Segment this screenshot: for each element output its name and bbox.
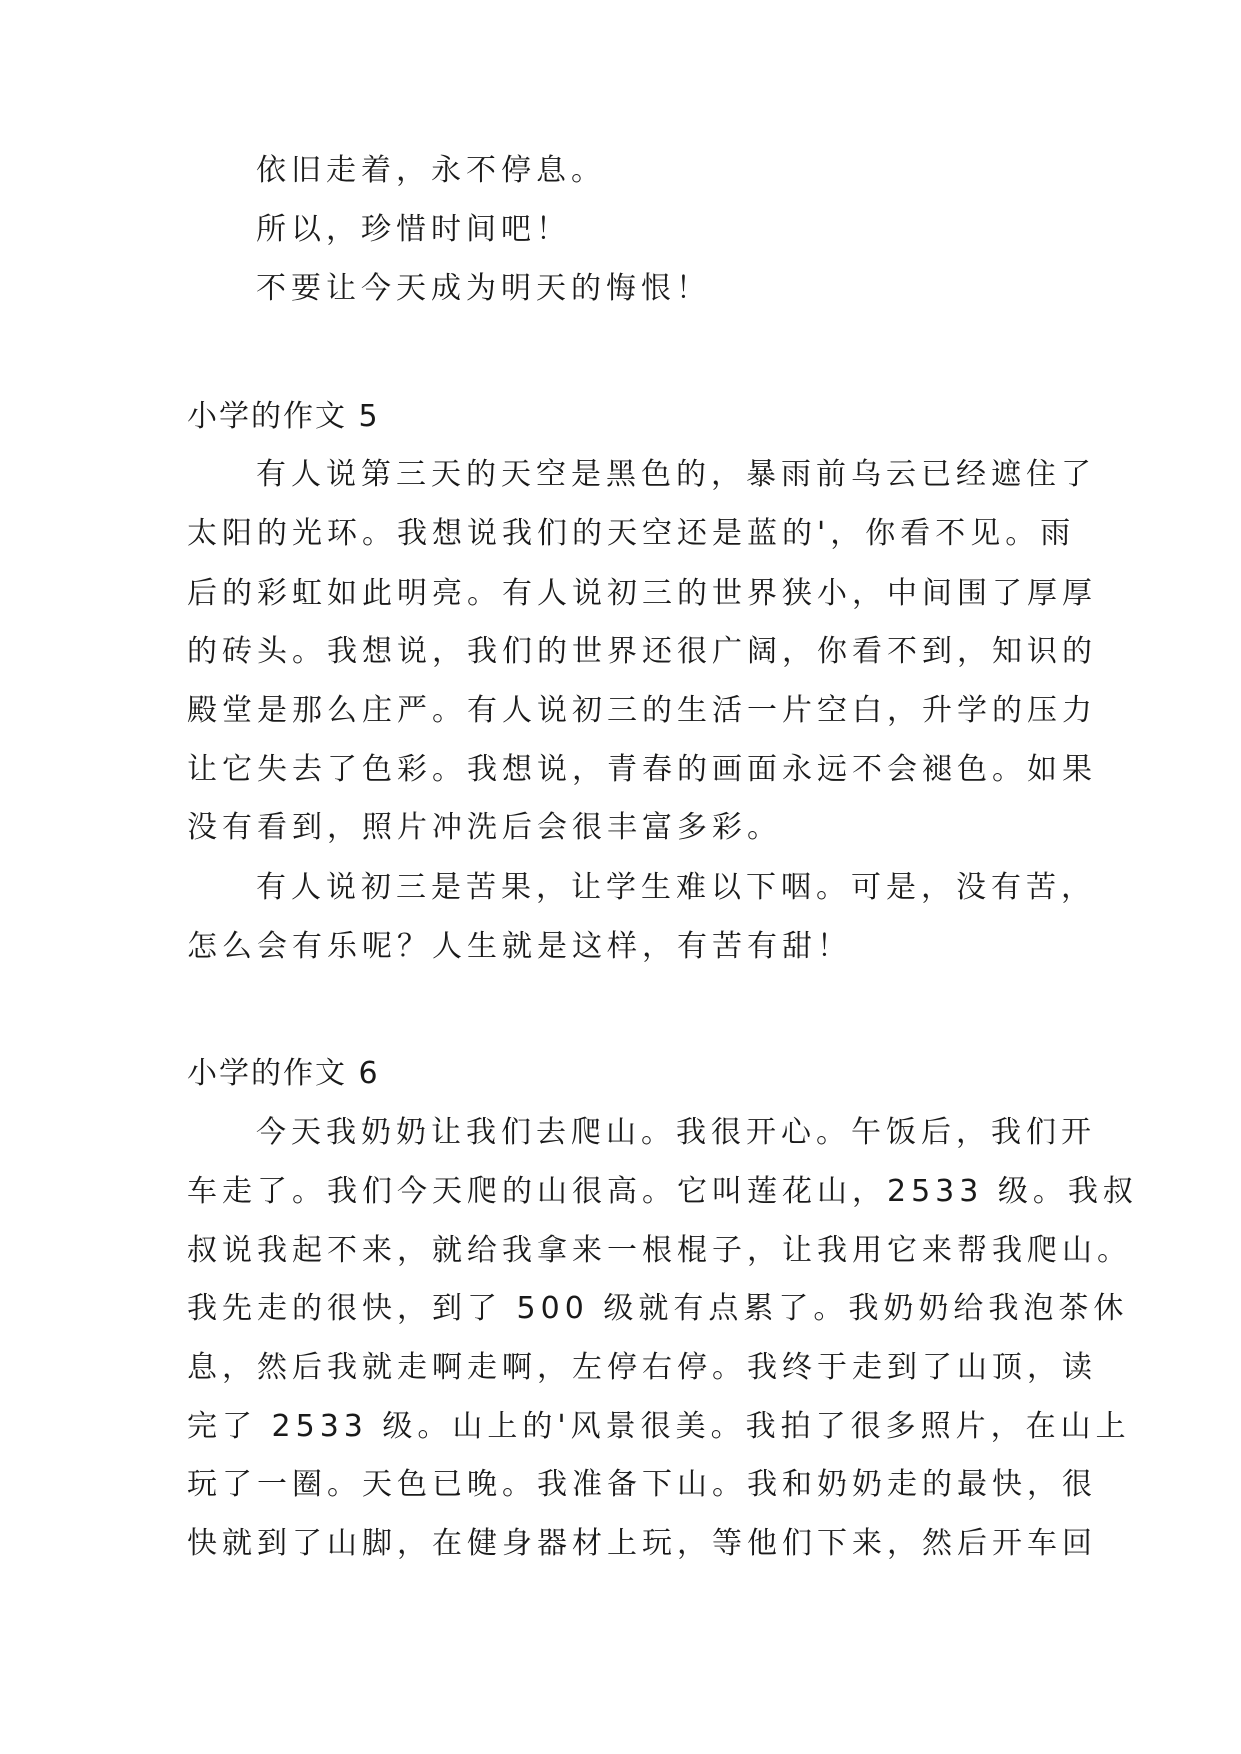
essay5-p2-line-2: 怎么会有乐呢？人生就是这样，有苦有甜！: [187, 929, 852, 964]
essay5-p1-line-4: 的砖头。我想说，我们的世界还很广阔，你看不到，知识的: [187, 634, 1097, 669]
top-line-3: 不要让今天成为明天的悔恨！: [256, 271, 711, 306]
essay6-p1-line-5: 息，然后我就走啊走啊，左停右停。我终于走到了山顶，读: [187, 1350, 1097, 1385]
essay5-p2-line-1: 有人说初三是苦果，让学生难以下咽。可是，没有苦，: [256, 870, 1096, 905]
essay5-p1-line-5: 殿堂是那么庄严。有人说初三的生活一片空白，升学的压力: [187, 693, 1097, 728]
essay6-p1-line-7: 玩了一圈。天色已晚。我准备下山。我和奶奶走的最快，很: [187, 1467, 1097, 1502]
essay5-title: 小学的作文 5: [187, 399, 380, 434]
essay6-p1-line-1: 今天我奶奶让我们去爬山。我很开心。午饭后，我们开: [256, 1115, 1096, 1150]
essay6-p1-line-8: 快就到了山脚，在健身器材上玩，等他们下来，然后开车回: [187, 1526, 1097, 1561]
essay5-p1-line-6: 让它失去了色彩。我想说，青春的画面永远不会褪色。如果: [187, 752, 1097, 787]
top-line-2: 所以，珍惜时间吧！: [256, 212, 571, 247]
essay6-p1-line-6: 完了 2533 级。山上的'风景很美。我拍了很多照片，在山上: [187, 1409, 1131, 1444]
essay5-p1-line-7: 没有看到，照片冲洗后会很丰富多彩。: [187, 810, 782, 845]
essay6-p1-line-4: 我先走的很快，到了 500 级就有点累了。我奶奶给我泡茶休: [187, 1291, 1129, 1326]
top-line-1: 依旧走着，永不停息。: [256, 153, 606, 188]
essay5-p1-line-1: 有人说第三天的天空是黑色的，暴雨前乌云已经遮住了: [256, 457, 1096, 492]
essay6-title: 小学的作文 6: [187, 1056, 380, 1091]
essay6-p1-line-2: 车走了。我们今天爬的山很高。它叫莲花山，2533 级。我叔: [187, 1174, 1138, 1209]
essay5-p1-line-3: 后的彩虹如此明亮。有人说初三的世界狭小，中间围了厚厚: [187, 576, 1097, 611]
essay5-p1-line-2: 太阳的光环。我想说我们的天空还是蓝的'，你看不见。雨: [187, 516, 1076, 551]
essay6-p1-line-3: 叔说我起不来，就给我拿来一根棍子，让我用它来帮我爬山。: [187, 1233, 1132, 1268]
